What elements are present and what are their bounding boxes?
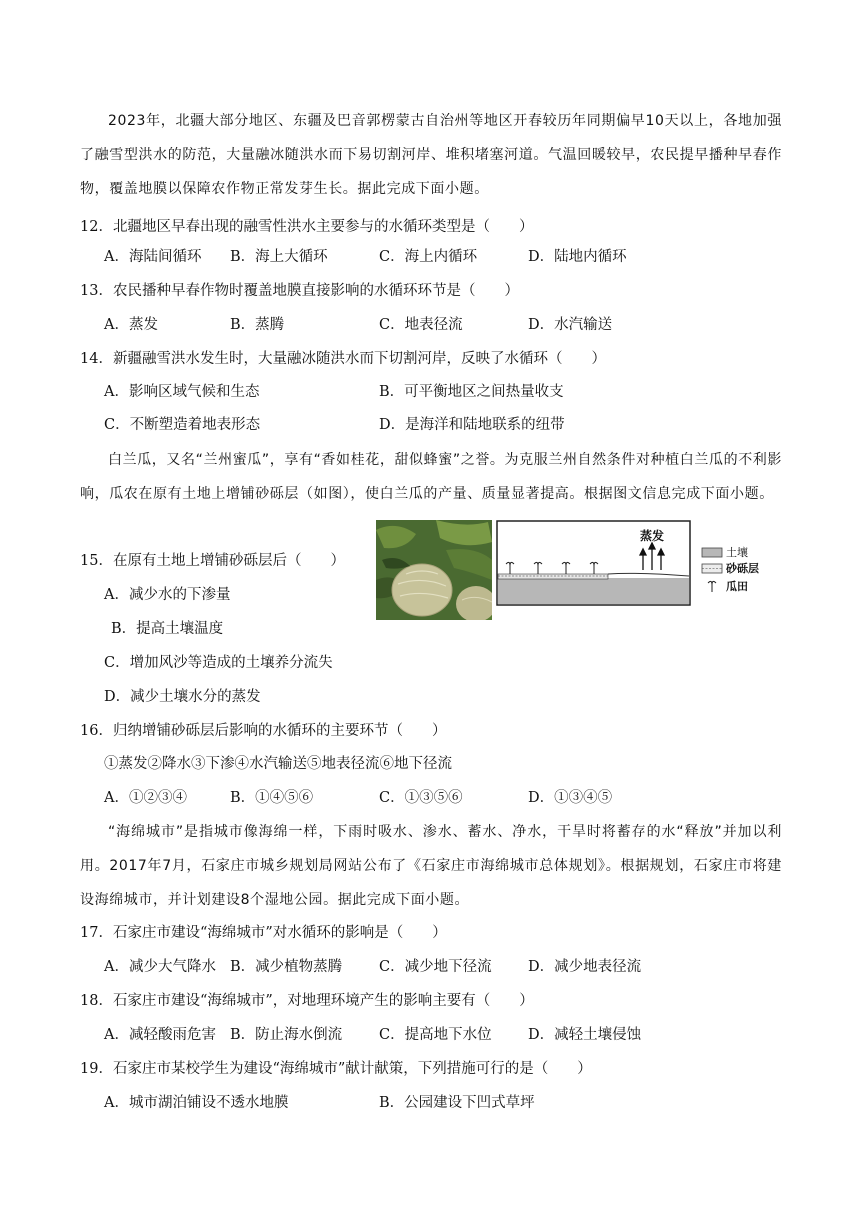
question-13-stem: 13．农民播种早春作物时覆盖地膜直接影响的水循环环节是（ ） (80, 283, 519, 299)
question-13-option-c[interactable]: C．地表径流 (379, 317, 463, 333)
question-18-option-d[interactable]: D．减轻土壤侵蚀 (528, 1027, 642, 1043)
question-17-option-d[interactable]: D．减少地表径流 (528, 959, 642, 975)
question-18-option-c[interactable]: C．提高地下水位 (379, 1027, 492, 1043)
question-13-option-a[interactable]: A．蒸发 (104, 317, 158, 333)
legend-field-label: 瓜田 (726, 580, 748, 593)
melon-photo (376, 520, 492, 620)
question-16-items: ①蒸发②降水③下渗④水汽输送⑤地表径流⑥地下径流 (104, 756, 452, 772)
question-12-option-a[interactable]: A．海陆间循环 (104, 249, 202, 265)
question-16-option-d[interactable]: D．①③④⑤ (528, 790, 613, 806)
question-14-option-b[interactable]: B．可平衡地区之间热量收支 (379, 384, 564, 400)
melon-figure (376, 520, 786, 620)
legend-soil-label: 土壤 (726, 546, 748, 559)
question-14-option-a[interactable]: A．影响区域气候和生态 (104, 384, 260, 400)
question-16-option-a[interactable]: A．①②③④ (104, 790, 187, 806)
question-16-option-c[interactable]: C．①③⑤⑥ (379, 790, 463, 806)
question-16-stem: 16．归纳增铺砂砾层后影响的水循环的主要环节（ ） (80, 723, 447, 739)
question-18-option-b[interactable]: B．防止海水倒流 (230, 1027, 343, 1043)
passage-sponge-city: “海绵城市”是指城市像海绵一样，下雨时吸水、渗水、蓄水、净水，干旱时将蓄存的水“释放”并加以利用。2017年7月，石家庄市城乡规划局网站公布了《石家庄市海绵城市总体规划》。根据规划，石家庄市将建设海绵城市，并计划建设8个湿地公园。据此完成下面小题。 (80, 824, 782, 908)
question-17-option-a[interactable]: A．减少大气降水 (104, 959, 216, 975)
question-15-option-c[interactable]: C．增加风沙等造成的土壤养分流失 (104, 655, 333, 671)
question-17-stem: 17．石家庄市建设“海绵城市”对水循环的影响是（ ） (80, 925, 447, 941)
question-12-option-c[interactable]: C．海上内循环 (379, 249, 478, 265)
question-18-option-a[interactable]: A．减轻酸雨危害 (104, 1027, 216, 1043)
question-17-option-b[interactable]: B．减少植物蒸腾 (230, 959, 343, 975)
question-14-stem: 14．新疆融雪洪水发生时，大量融冰随洪水而下切割河岸，反映了水循环（ ） (80, 351, 606, 367)
question-19-option-a[interactable]: A．城市湖泊铺设不透水地膜 (104, 1095, 289, 1111)
question-13-option-b[interactable]: B．蒸腾 (230, 317, 285, 333)
evaporation-label: 蒸发 (640, 529, 665, 543)
question-16-option-b[interactable]: B．①④⑤⑥ (230, 790, 314, 806)
question-15-option-b[interactable]: B．提高土壤温度 (111, 621, 224, 637)
passage-bailan-melon: 白兰瓜，又名“兰州蜜瓜”，享有“香如桂花，甜似蜂蜜”之誉。为克服兰州自然条件对种植白兰瓜的不利影响，瓜农在原有土地上增铺砂砾层（如图），使白兰瓜的产量、质量显著提高。根据图文信息完成下面小题。 (80, 452, 782, 502)
legend-gravel-swatch (702, 564, 722, 573)
question-19-option-b[interactable]: B．公园建设下凹式草坪 (379, 1095, 535, 1111)
passage-xinjiang-flood: 2023年，北疆大部分地区、东疆及巴音郭楞蒙古自治州等地区开春较历年同期偏早10天以上，各地加强了融雪型洪水的防范，大量融冰随洪水而下易切割河岸、堆积堵塞河道。气温回暖较早，农民提早播种早春作物，覆盖地膜以保障农作物正常发芽生长。据此完成下面小题。 (80, 113, 782, 197)
question-12-stem: 12．北疆地区早春出现的融雪性洪水主要参与的水循环类型是（ ） (80, 219, 534, 235)
question-15-option-d[interactable]: D．减少土壤水分的蒸发 (104, 689, 261, 705)
gravel-layer-diagram (496, 520, 786, 620)
question-14-option-c[interactable]: C．不断塑造着地表形态 (104, 417, 261, 433)
question-17-option-c[interactable]: C．减少地下径流 (379, 959, 492, 975)
question-15-stem: 15．在原有土地上增铺砂砾层后（ ） (80, 553, 345, 569)
legend-field-icon (708, 581, 716, 592)
legend-soil-swatch (702, 548, 722, 557)
question-15-option-a[interactable]: A．减少水的下渗量 (104, 587, 231, 603)
legend-gravel-label: 砂砾层 (726, 562, 759, 575)
question-12-option-d[interactable]: D．陆地内循环 (528, 249, 627, 265)
question-12-option-b[interactable]: B．海上大循环 (230, 249, 328, 265)
question-19-stem: 19．石家庄市某校学生为建设“海绵城市”献计献策，下列措施可行的是（ ） (80, 1061, 592, 1077)
question-14-option-d[interactable]: D．是海洋和陆地联系的纽带 (379, 417, 565, 433)
question-13-option-d[interactable]: D．水汽输送 (528, 317, 613, 333)
question-18-stem: 18．石家庄市建设“海绵城市”，对地理环境产生的影响主要有（ ） (80, 993, 534, 1009)
